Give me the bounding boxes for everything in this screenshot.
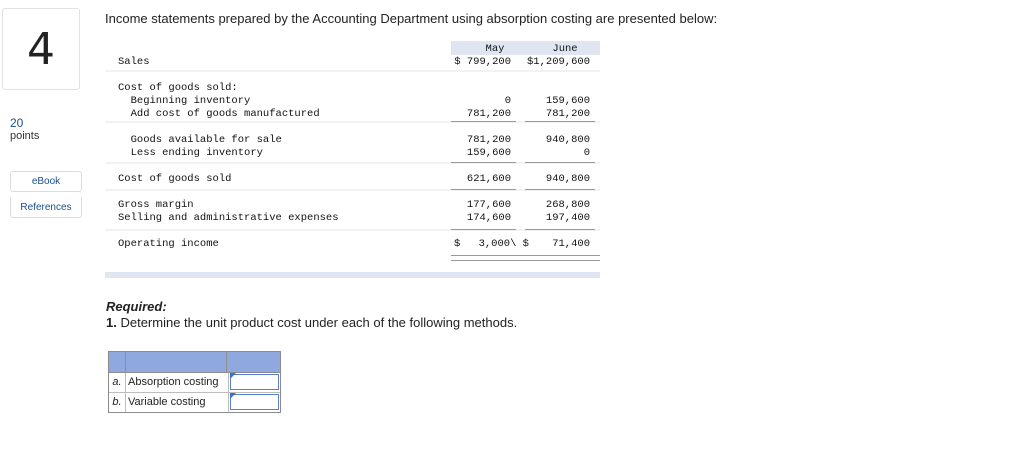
question-body: Determine the unit product cost under each of the following methods. bbox=[120, 315, 518, 330]
statement-bottom-band bbox=[105, 272, 600, 278]
june-value: 268,800 bbox=[545, 199, 590, 211]
subtotal-rule bbox=[451, 229, 516, 230]
answer-letter: a. bbox=[109, 373, 126, 392]
required-heading: Required: bbox=[106, 299, 167, 314]
answer-label: Absorption costing bbox=[126, 373, 229, 392]
june-value: 159,600 bbox=[545, 95, 590, 107]
points-info bbox=[10, 117, 39, 143]
row-label: Add cost of goods manufactured bbox=[118, 108, 320, 120]
answer-table bbox=[108, 351, 281, 413]
may-value: 3,000\ $ bbox=[478, 238, 529, 250]
references-button[interactable]: References bbox=[10, 197, 82, 218]
answer-row-absorption bbox=[109, 373, 280, 393]
subtotal-rule bbox=[451, 189, 516, 190]
june-value: 197,400 bbox=[545, 212, 590, 224]
points-value: 20 bbox=[10, 116, 24, 130]
answer-row-variable bbox=[109, 393, 280, 412]
june-value: 940,800 bbox=[545, 134, 590, 146]
june-value: 940,800 bbox=[545, 173, 590, 185]
june-value: 0 bbox=[583, 147, 590, 159]
subtotal-rule bbox=[525, 162, 595, 163]
may-value: 0 bbox=[504, 95, 511, 107]
may-value: $ 799,200 bbox=[454, 56, 511, 68]
may-value: 621,600 bbox=[466, 173, 511, 185]
row-label: Operating income bbox=[118, 238, 219, 250]
row-label: Cost of goods sold bbox=[118, 173, 232, 185]
col-header-june: June bbox=[552, 43, 578, 55]
subtotal-rule bbox=[525, 229, 595, 230]
row-label: Cost of goods sold: bbox=[118, 82, 238, 94]
question-number: 4 bbox=[2, 8, 80, 90]
june-value: $1,209,600 bbox=[526, 56, 590, 68]
may-value: 781,200 bbox=[466, 134, 511, 146]
may-dollar-sign: $ bbox=[454, 238, 461, 250]
answer-letter: b. bbox=[109, 393, 126, 412]
row-label: Goods available for sale bbox=[118, 134, 282, 146]
input-flag-icon bbox=[230, 393, 236, 399]
question-index: 1. bbox=[106, 315, 117, 330]
subtotal-rule bbox=[525, 121, 595, 122]
june-value: 781,200 bbox=[545, 108, 590, 120]
row-label: Selling and administrative expenses bbox=[118, 212, 339, 224]
points-label: points bbox=[10, 130, 40, 142]
may-value: 174,600 bbox=[466, 212, 511, 224]
may-value: 159,600 bbox=[466, 147, 511, 159]
absorption-costing-input[interactable] bbox=[230, 374, 279, 390]
row-divider bbox=[105, 70, 600, 72]
june-value: 71,400 bbox=[552, 238, 590, 250]
row-label: Beginning inventory bbox=[118, 95, 251, 107]
variable-costing-input[interactable] bbox=[230, 394, 279, 410]
may-value: 781,200 bbox=[466, 108, 511, 120]
may-value: 177,600 bbox=[466, 199, 511, 211]
subtotal-rule bbox=[451, 162, 516, 163]
row-label: Less ending inventory bbox=[118, 147, 263, 159]
intro-text: Income statements prepared by the Accounting Department using absorption costing are presented below: bbox=[105, 11, 718, 26]
subtotal-rule bbox=[451, 121, 516, 122]
total-double-rule bbox=[451, 260, 600, 261]
row-label: Sales bbox=[118, 56, 150, 68]
ebook-button[interactable]: eBook bbox=[10, 171, 82, 192]
answer-table-header bbox=[109, 352, 280, 373]
row-label: Gross margin bbox=[118, 199, 194, 211]
col-header-may: May bbox=[485, 43, 505, 55]
question-text bbox=[106, 315, 517, 330]
total-double-rule bbox=[451, 255, 600, 256]
answer-label: Variable costing bbox=[126, 393, 229, 412]
input-flag-icon bbox=[230, 373, 236, 379]
income-statement bbox=[105, 41, 600, 278]
subtotal-rule bbox=[525, 189, 595, 190]
